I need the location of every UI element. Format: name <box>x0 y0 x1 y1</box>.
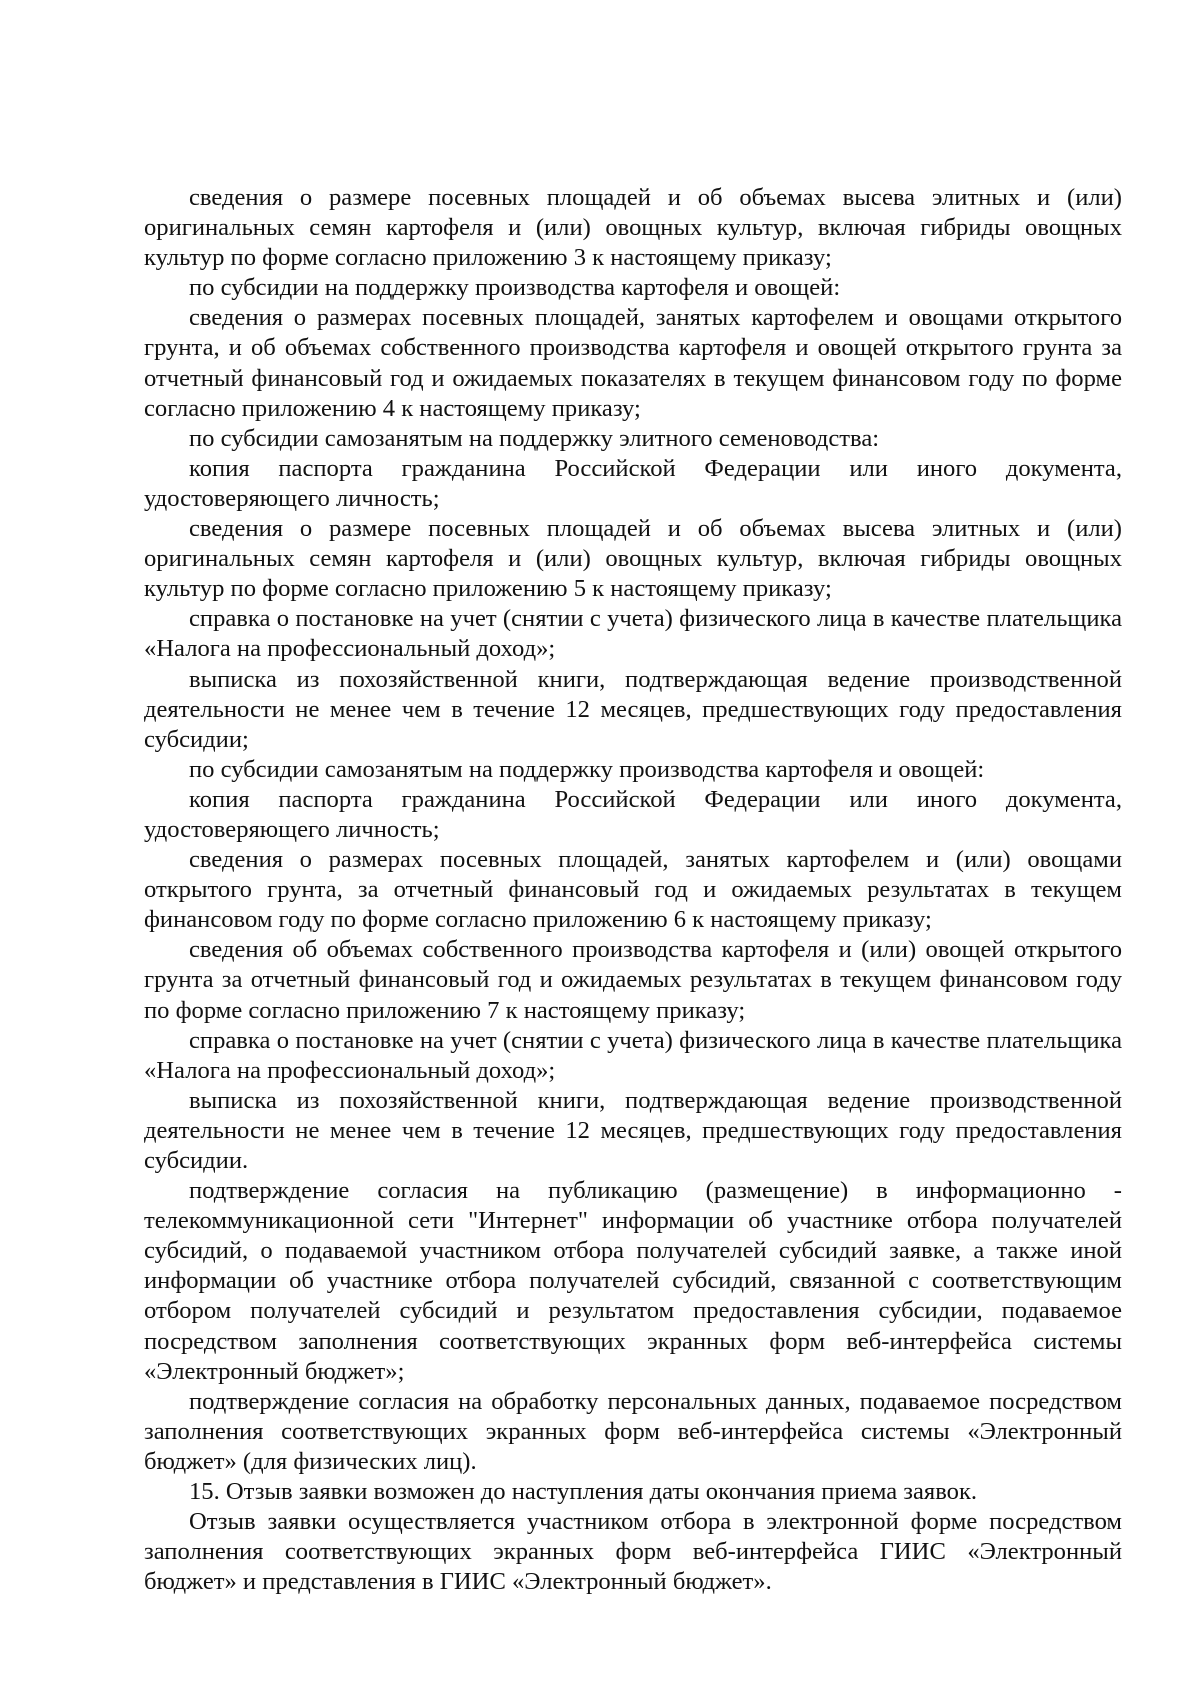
paragraph: по субсидии на поддержку производства картофеля и овощей: <box>189 274 841 302</box>
paragraph: сведения о размере посевных площадей и об объемах высева элитных и (или) оригинальных семян картофеля и (или) овощных культур, включая гибриды овощных культур по форме согласно приложению 3 к настоящему приказу; <box>144 184 1122 272</box>
paragraph: подтверждение согласия на обработку персональных данных, подаваемое посредством заполнения соответствующих экранных форм веб-интерфейса системы «Электронный бюджет» (для физических лиц). <box>144 1387 1122 1475</box>
paragraph: справка о постановке на учет (снятии с учета) физического лица в качестве плательщика «Налога на профессиональный доход»; <box>144 1026 1122 1084</box>
paragraph: сведения об объемах собственного производства картофеля и (или) овощей открытого грунта за отчетный финансовый год и ожидаемых результатах в текущем финансовом году по форме согласно приложению 7 к настоящему приказу; <box>144 936 1122 1024</box>
paragraph: по субсидии самозанятым на поддержку элитного семеноводства: <box>189 424 880 452</box>
paragraph: Отзыв заявки осуществляется участником отбора в электронной форме посредством заполнения соответствующих экранных форм веб-интерфейса ГИИС «Электронный бюджет» и представления в ГИИС «Электронный бюджет». <box>144 1508 1122 1596</box>
paragraph: копия паспорта гражданина Российской Федерации или иного документа, удостоверяющего личность; <box>144 454 1122 512</box>
paragraph: сведения о размерах посевных площадей, занятых картофелем и (или) овощами открытого грунта, за отчетный финансовый год и ожидаемых результатах в текущем финансовом году по форме согласно приложению 6 к настоящему приказу; <box>144 846 1122 934</box>
paragraph: 15. Отзыв заявки возможен до наступления даты окончания приема заявок. <box>189 1478 978 1506</box>
paragraph: справка о постановке на учет (снятии с учета) физического лица в качестве плательщика «Налога на профессиональный доход»; <box>144 605 1122 663</box>
document-body <box>144 183 1122 1597</box>
paragraph: копия паспорта гражданина Российской Федерации или иного документа, удостоверяющего личность; <box>144 785 1122 843</box>
paragraph: по субсидии самозанятым на поддержку производства картофеля и овощей: <box>189 755 985 783</box>
paragraph: сведения о размере посевных площадей и об объемах высева элитных и (или) оригинальных семян картофеля и (или) овощных культур, включая гибриды овощных культур по форме согласно приложению 5 к настоящему приказу; <box>144 515 1122 603</box>
paragraph: выписка из похозяйственной книги, подтверждающая ведение производственной деятельности не менее чем в течение 12 месяцев, предшествующих году предоставления субсидии; <box>144 665 1122 753</box>
paragraph: выписка из похозяйственной книги, подтверждающая ведение производственной деятельности не менее чем в течение 12 месяцев, предшествующих году предоставления субсидии. <box>144 1086 1122 1174</box>
paragraph: сведения о размерах посевных площадей, занятых картофелем и овощами открытого грунта, и об объемах собственного производства картофеля и овощей открытого грунта за отчетный финансовый год и ожидаемых показателях в текущем финансовом году по форме согласно приложению 4 к настоящему приказу; <box>144 304 1122 422</box>
paragraph: подтверждение согласия на публикацию (размещение) в информационно - телекоммуникационной сети "Интернет" информации об участнике отбора получателей субсидий, о подаваемой участником отбора получателей субсидий заявке, а также иной информации об участнике отбора получателей субсидий, связанной с соответствующим отбором получателей субсидий и результатом предоставления субсидии, подаваемое посредством заполнения соответствующих экранных форм веб-интерфейса системы «Электронный бюджет»; <box>144 1177 1122 1385</box>
